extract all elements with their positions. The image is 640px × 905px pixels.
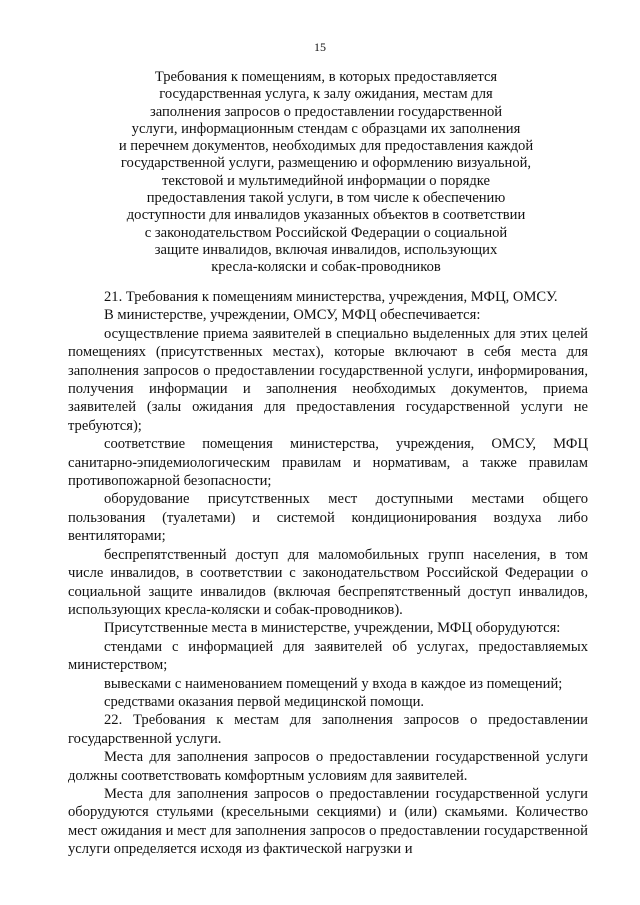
heading-line: предоставления такой услуги, в том числе к обеспечению [146, 190, 506, 207]
section-heading [88, 69, 564, 277]
heading-line: Требования к помещениям, в которых предоставляется [154, 69, 498, 85]
paragraph-item-22: 22. Требования к местам для заполнения запросов о предоставлении государственной услуги. [68, 712, 588, 747]
page-number: 15 [314, 40, 326, 54]
paragraph: стендами с информацией для заявителей об услугах, предоставляемых министерством; [68, 638, 588, 674]
paragraph: Места для заполнения запросов о предоставлении государственной услуги должны соответствовать комфортным условиям для заявителей. [68, 749, 588, 784]
heading-line: и перечнем документов, необходимых для предоставления каждой [118, 138, 534, 155]
document-body [68, 288, 588, 859]
paragraph: беспрепятственный доступ для маломобильных групп населения, в том числе инвалидов, в соответствии с законодательством Российской Федерации о социальной защите инвалидов (включая беспрепятственный доступ инвалидов, использующих кресла-коляски и собак-проводников). [68, 546, 588, 618]
heading-line: услуги, информационным стендам с образцами их заполнения [131, 120, 521, 137]
paragraph: средствами оказания первой медицинской помощи. [104, 693, 425, 710]
paragraph: вывесками с наименованием помещений у входа в каждое из помещений; [104, 675, 563, 692]
heading-line: государственная услуга, к залу ожидания, местам для [159, 86, 493, 103]
heading-line: заполнения запросов о предоставлении государственной [149, 103, 503, 120]
paragraph: осуществление приема заявителей в специально выделенных для этих целей помещениях (присутственных местах), которые включают в себя места для заполнения запросов о предоставлении государственной услуги, информирования, получения информации и заполнения необходимых документов, приема заявителей (залы ожидания для предоставления государственной услуги не требуются); [68, 325, 588, 434]
heading-line: текстовой и мультимедийной информации о порядке [162, 172, 490, 189]
heading-line: с законодательством Российской Федерации о социальной [144, 224, 508, 241]
paragraph: В министерстве, учреждении, ОМСУ, МФЦ обеспечивается: [104, 307, 481, 324]
paragraph-item-21: 21. Требования к помещениям министерства, учреждения, МФЦ, ОМСУ. [104, 289, 558, 305]
heading-line: защите инвалидов, включая инвалидов, использующих [154, 241, 498, 258]
heading-line: государственной услуги, размещению и оформлению визуальной, [120, 155, 532, 172]
paragraph: соответствие помещения министерства, учреждения, ОМСУ, МФЦ санитарно-эпидемиологическим правилам и нормативам, а также правилам противопожарной безопасности; [68, 436, 588, 490]
paragraph: оборудование присутственных мест доступными местами общего пользования (туалетами) и системой кондиционирования воздуха либо вентиляторами; [68, 491, 588, 545]
heading-line: кресла-коляски и собак-проводников [211, 259, 441, 276]
paragraph: Присутственные места в министерстве, учреждении, МФЦ оборудуются: [104, 620, 561, 637]
paragraph: Места для заполнения запросов о предоставлении государственной услуги оборудуются стульями (кресельными секциями) и (или) скамьями. Количество мест ожидания и мест для заполнения запросов о предоставлении государственной услуги определяется исходя из фактической нагрузки и [68, 785, 588, 858]
heading-line: доступности для инвалидов указанных объектов в соответствии [126, 207, 526, 224]
